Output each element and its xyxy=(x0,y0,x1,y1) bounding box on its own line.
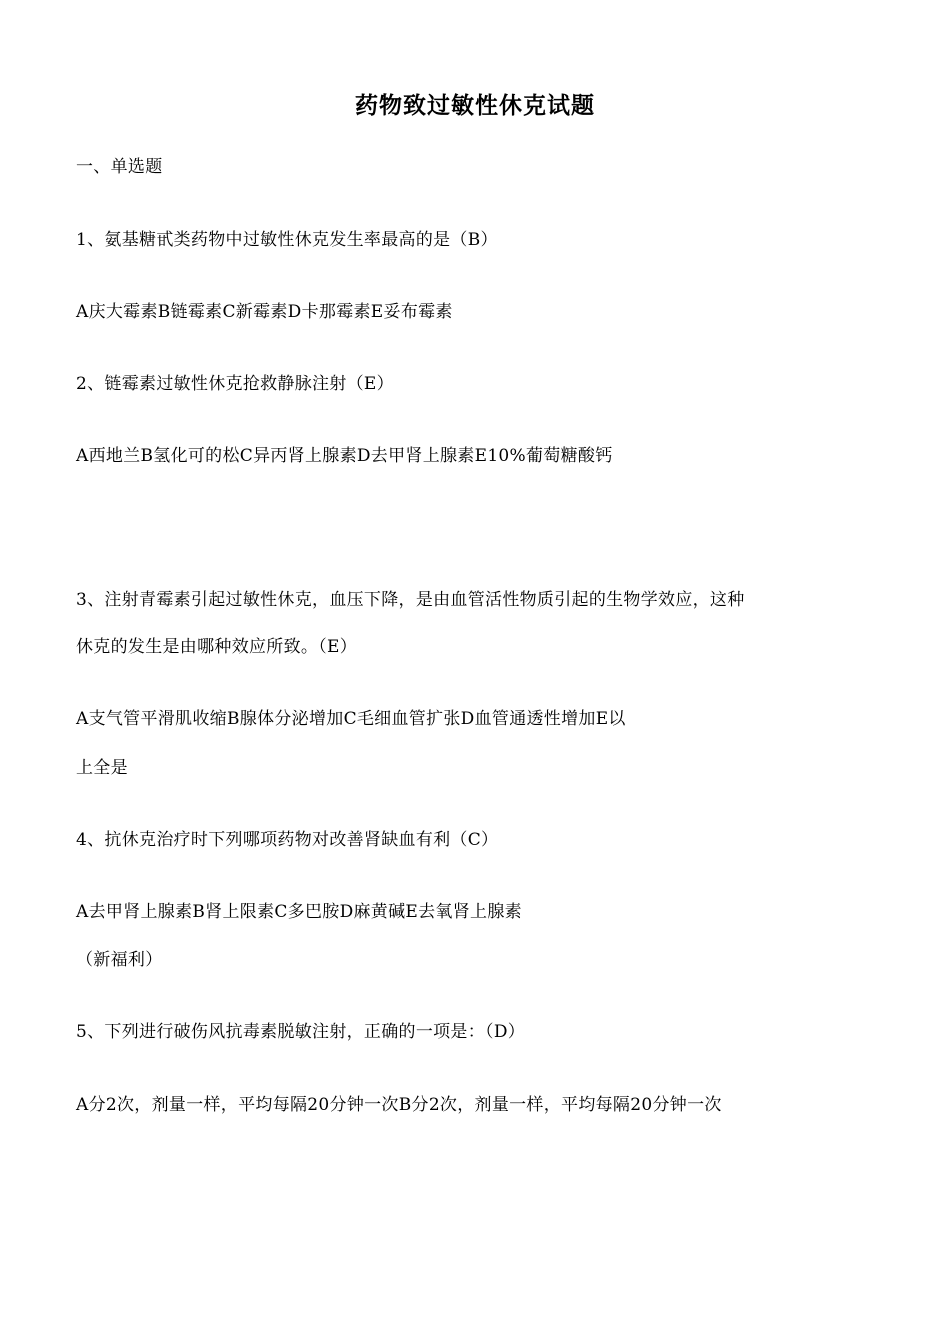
question-4-options-line-2: （新福利） xyxy=(76,950,163,970)
question-2-options: A西地兰B氢化可的松C异丙肾上腺素D去甲肾上腺素E10%葡萄糖酸钙 xyxy=(76,446,613,466)
question-4-options-line-1: A去甲肾上腺素B肾上限素C多巴胺D麻黄碱E去氧肾上腺素 xyxy=(76,902,522,922)
question-3-stem-line-2: 休克的发生是由哪种效应所致。（E） xyxy=(76,637,358,657)
section-heading: 一、单选题 xyxy=(76,157,163,177)
question-3-options-line-2: 上全是 xyxy=(76,758,128,778)
question-4-stem: 4、抗休克治疗时下列哪项药物对改善肾缺血有利（C） xyxy=(76,830,499,850)
question-3-stem-line-1: 3、注射青霉素引起过敏性休克，血压下降，是由血管活性物质引起的生物学效应，这种 xyxy=(76,590,745,610)
question-1-options: A庆大霉素B链霉素C新霉素D卡那霉素E妥布霉素 xyxy=(76,302,453,322)
question-3-options-line-1: A支气管平滑肌收缩B腺体分泌增加C毛细血管扩张D血管通透性增加E以 xyxy=(76,709,626,729)
question-5-stem: 5、下列进行破伤风抗毒素脱敏注射，正确的一项是：（D） xyxy=(76,1022,526,1042)
question-5-options: A分2次，剂量一样，平均每隔20分钟一次B分2次，剂量一样，平均每隔20分钟一次 xyxy=(76,1095,722,1115)
document-title: 药物致过敏性休克试题 xyxy=(355,93,595,119)
question-1-stem: 1、氨基糖甙类药物中过敏性休克发生率最高的是（B） xyxy=(76,230,498,250)
question-2-stem: 2、链霉素过敏性休克抢救静脉注射（E） xyxy=(76,374,394,394)
